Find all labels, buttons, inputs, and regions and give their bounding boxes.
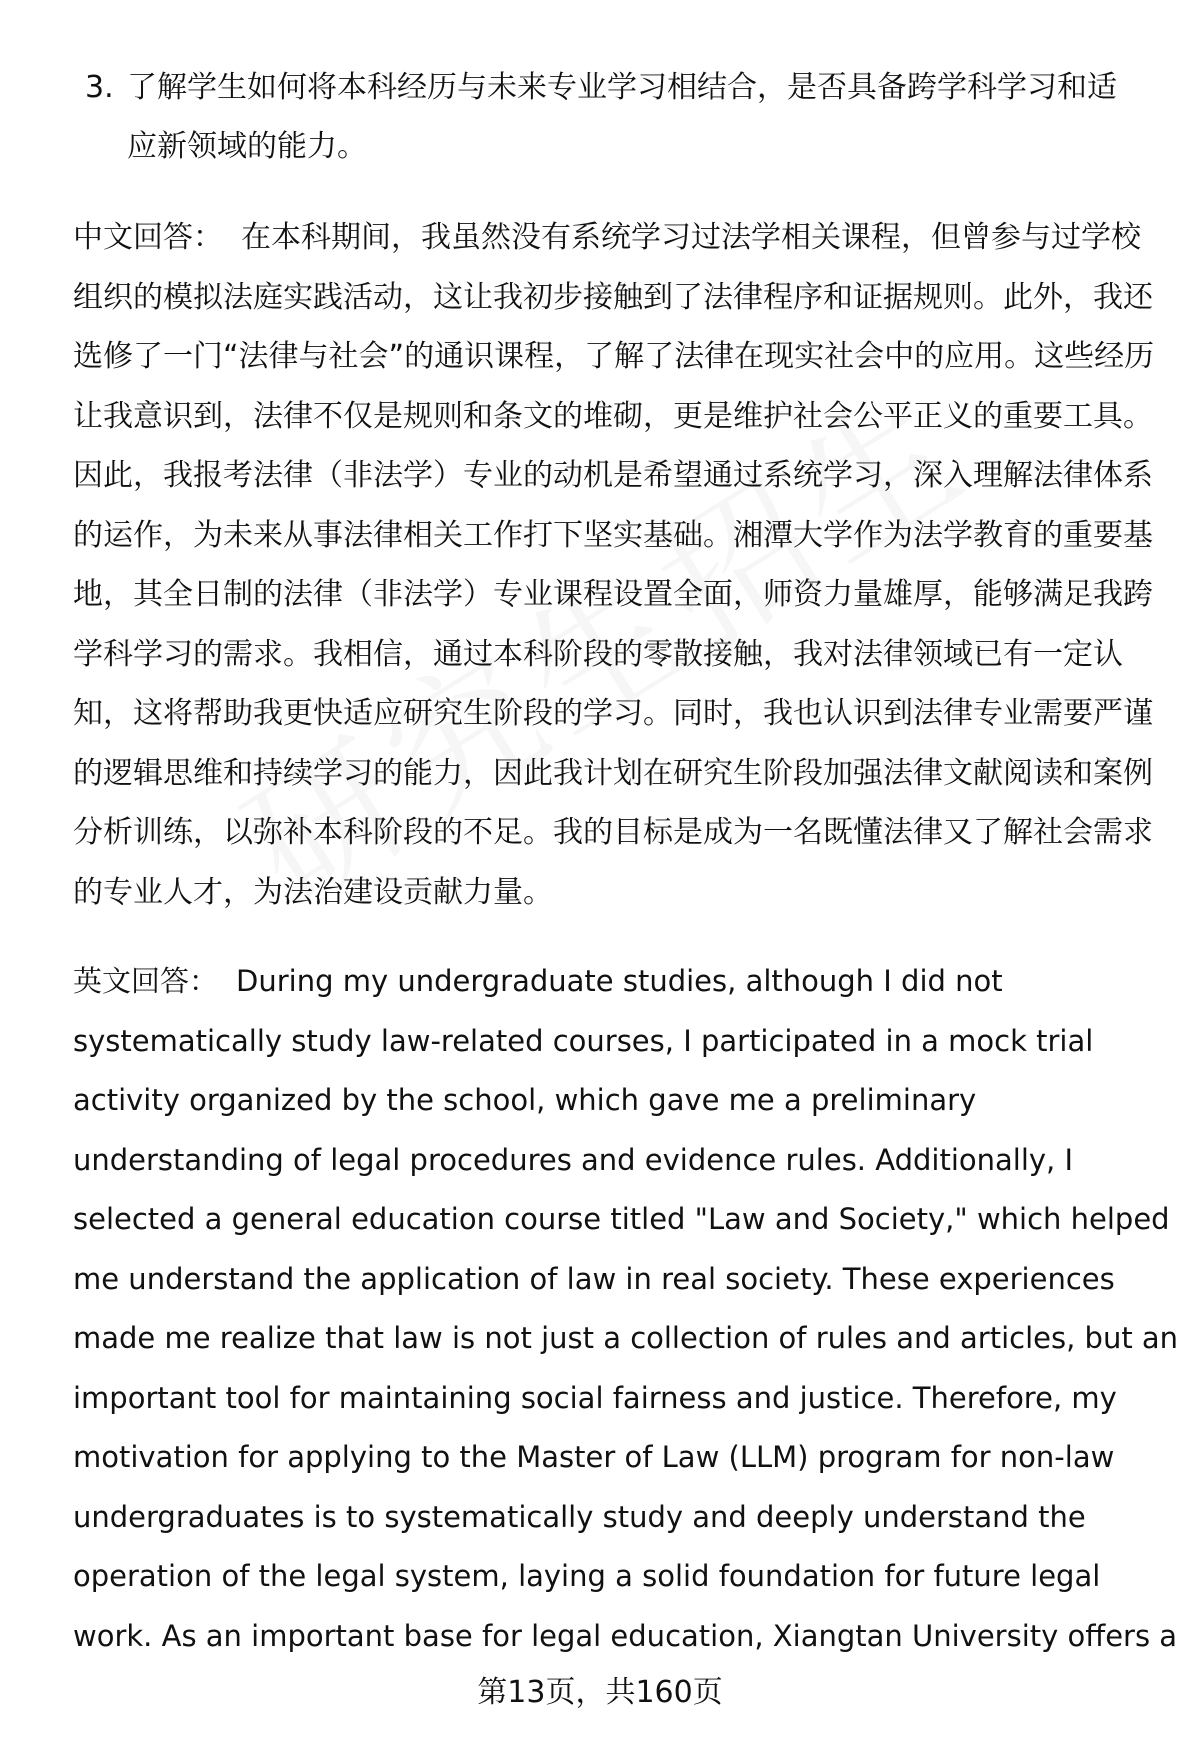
english-answer-line: important tool for maintaining social fairness and justice. Therefore, my — [73, 1380, 1117, 1415]
english-answer-line: selected a general education course titled "Law and Society," which helped — [73, 1202, 1170, 1236]
question-text: 了解学生如何将本科经历与未来专业学习相结合，是否具备跨学科学习和适应新领域的能力。 — [127, 70, 1117, 164]
english-answer — [73, 952, 1179, 1666]
question-number: 3. — [85, 70, 114, 105]
question-item — [85, 58, 1145, 176]
english-answer-line: understanding of legal procedures and evidence rules. Additionally, I — [73, 1142, 1074, 1177]
english-answer-line — [73, 952, 1155, 1012]
english-answer-line: systematically study law-related courses, I participated in a mock trial — [73, 1023, 1094, 1058]
english-answer-line: work. As an important base for legal education, Xiangtan University offers a — [73, 1618, 1178, 1653]
chinese-answer-label: 中文回答： — [73, 220, 223, 255]
english-answer-line: made me realize that law is not just a collection of rules and articles, but an — [73, 1321, 1179, 1355]
page-footer — [0, 1673, 1200, 1713]
english-answer-line: operation of the legal system, laying a solid foundation for future legal — [73, 1559, 1101, 1593]
chinese-answer — [73, 208, 1155, 922]
english-answer-line: motivation for applying to the Master of Law (LLM) program for non-law — [73, 1440, 1115, 1474]
english-answer-text: During my undergraduate studies, although I did not — [236, 964, 1003, 998]
english-answer-line: undergraduates is to systematically study and deeply understand the — [73, 1499, 1086, 1534]
chinese-answer-text: 在本科期间，我虽然没有系统学习过法学相关课程，但曾参与过学校组织的模拟法庭实践活动，这让我初步接触到了法律程序和证据规则。此外，我还选修了一门“法律与社会”的通识课程，了解了法律在现实社会中的应用。这些经历让我意识到，法律不仅是规则和条文的堆砌，更是维护社会公平正义的重要工具。因此，我报考法律（非法学）专业的动机是希望通过系统学习，深入理解法律体系的运作，为未来从事法律相关工作打下坚实基础。湘潭大学作为法学教育的重要基地，其全日制的法律（非法学）专业课程设置全面，师资力量雄厚，能够满足我跨学科学习的需求。我相信，通过本科阶段的零散接触，我对法律领域已有一定认知，这将帮助我更快适应研究生阶段的学习。同时，我也认识到法律专业需要严谨的逻辑思维和持续学习的能力，因此我计划在研究生阶段加强法律文献阅读和案例分析训练，以弥补本科阶段的不足。我的目标是成为一名既懂法律又了解社会需求的专业人才，为法治建设贡献力量。 — [73, 220, 1155, 910]
english-answer-line: me understand the application of law in real society. These experiences — [73, 1261, 1115, 1296]
english-answer-label: 英文回答： — [73, 964, 219, 998]
english-answer-line: activity organized by the school, which gave me a preliminary — [73, 1083, 977, 1117]
page-number: 第13页，共160页 — [477, 1675, 723, 1710]
